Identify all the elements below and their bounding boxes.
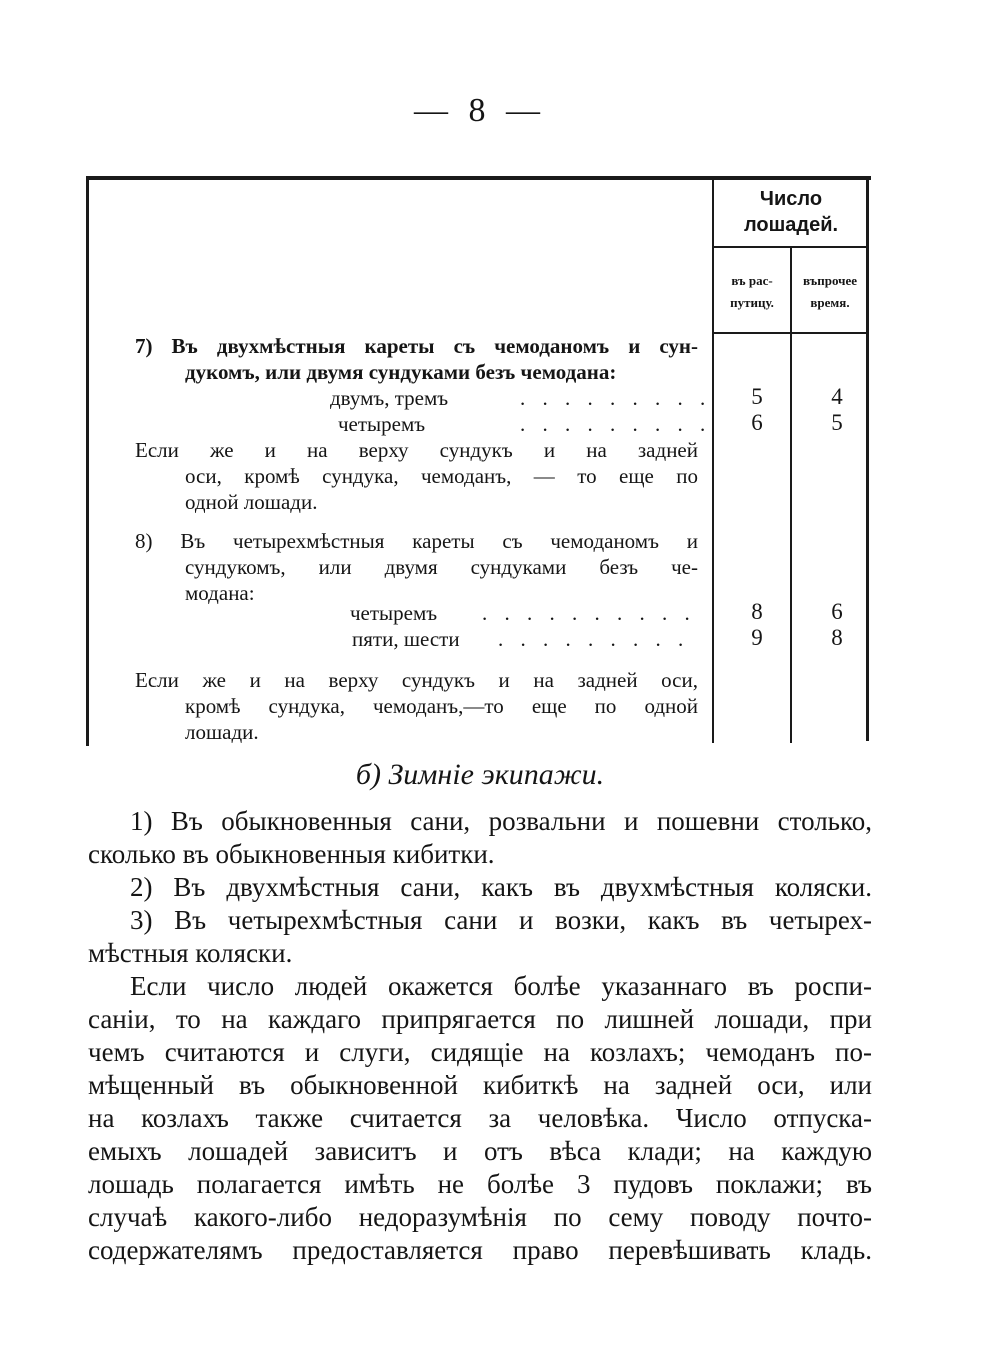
paragraph-line-5: мѣстныя коляски.	[88, 938, 293, 968]
item8-row-2-dots: . . . . . . . . .	[498, 627, 690, 651]
paragraph-line-13: случаѣ какого-либо недоразумѣнія по сему поводу почто-	[88, 1202, 872, 1232]
item8-row-1-value-2: 6	[831, 599, 843, 624]
item7-note-line-3: одной лошади.	[185, 490, 318, 514]
table-top-rule	[86, 176, 871, 180]
item7-line-1: 7) Въ двухмѣстныя кареты съ чемоданомъ и сун-	[135, 334, 698, 358]
item8-row-2-value-1: 9	[751, 625, 763, 650]
section-heading: б) Зимніе экипажи.	[355, 758, 605, 791]
paragraph-line-3: 2) Въ двухмѣстныя сани, какъ въ двухмѣстныя коляски.	[130, 872, 872, 902]
paragraph-line-9: мѣщенный въ обыкновенной кибиткѣ на задней оси, или	[88, 1070, 872, 1100]
table-header-other-time: въпрочее время.	[802, 273, 858, 310]
item8-line-1: 8) Въ четырехмѣстныя кареты съ чемоданомъ и	[135, 529, 698, 553]
item7-row-2-label: четыремъ	[338, 412, 426, 436]
item8-row-1-dots: . . . . . . . . . .	[482, 601, 696, 625]
paragraph-line-12: лошадь полагается имѣть не болѣе 3 пудовъ поклажи; въ	[88, 1169, 872, 1199]
paragraph-line-10: на козлахъ также считается за человѣка. Число отпуска-	[88, 1103, 872, 1133]
table-right-rule	[866, 176, 869, 741]
item8-row-1-label: четыремъ	[350, 601, 438, 625]
item8-note-line-3: лошади.	[185, 720, 259, 744]
item8-note-line-2: кромѣ сундука, чемоданъ,—то еще по одной	[185, 694, 698, 718]
item7-row-1-label: двумъ, тремъ	[330, 386, 449, 410]
item7-row-1-value-2: 4	[831, 384, 843, 409]
paragraph-line-8: чемъ считаются и слуги, сидящіе на козлахъ; чемоданъ по-	[88, 1037, 872, 1067]
table-header-rule	[712, 246, 868, 248]
item8-line-3: модана:	[185, 581, 255, 605]
item8-row-2-label: пяти, шести	[352, 627, 460, 651]
paragraph-line-4: 3) Въ четырехмѣстныя сани и возки, какъ въ четырех-	[130, 905, 872, 935]
paragraph-line-1: 1) Въ обыкновенныя сани, розвальни и пошевни столько,	[130, 806, 872, 836]
paragraph-line-6: Если число людей окажется болѣе указаннаго въ роспи-	[130, 971, 872, 1001]
table-header-horses: Число лошадей.	[743, 188, 839, 236]
page-number: — 8 —	[414, 92, 546, 129]
paragraph-line-11: емыхъ лошадей зависитъ и отъ вѣса клади; на каждую	[88, 1136, 872, 1166]
item7-row-1-dots: . . . . . . . . .	[520, 386, 712, 410]
item8-note-line-1: Если же и на верху сундукъ и на задней оси,	[135, 668, 698, 692]
item7-row-2-value-2: 5	[831, 410, 843, 435]
item8-line-2: сундукомъ, или двумя сундуками безъ че-	[185, 555, 698, 579]
paragraph-line-14: содержателямъ предоставляется право перевѣшивать кладь.	[88, 1235, 872, 1265]
paragraph-line-7: саніи, то на каждаго припрягается по лишней лошади, при	[88, 1004, 872, 1034]
table-column-divider	[712, 180, 714, 743]
paragraph-line-2: сколько въ обыкновенныя кибитки.	[88, 839, 495, 869]
item8-row-2-value-2: 8	[831, 625, 843, 650]
item7-line-2: дукомъ, или двумя сундуками безъ чемодана:	[185, 360, 617, 384]
item8-row-1-value-1: 8	[751, 599, 763, 624]
item7-row-2-dots: . . . . . . . . .	[520, 412, 712, 436]
item7-row-2-value-1: 6	[751, 410, 763, 435]
item7-note-line-1: Если же и на верху сундукъ и на задней	[135, 438, 698, 462]
table-subheader-rule	[712, 332, 868, 334]
table-header-bad-roads: въ рас- путицу.	[730, 273, 774, 310]
table-left-rule	[86, 176, 89, 746]
item7-note-line-2: оси, кромѣ сундука, чемоданъ, — то еще по	[185, 464, 698, 488]
item7-row-1-value-1: 5	[751, 384, 763, 409]
table-subcolumn-divider	[790, 246, 792, 743]
